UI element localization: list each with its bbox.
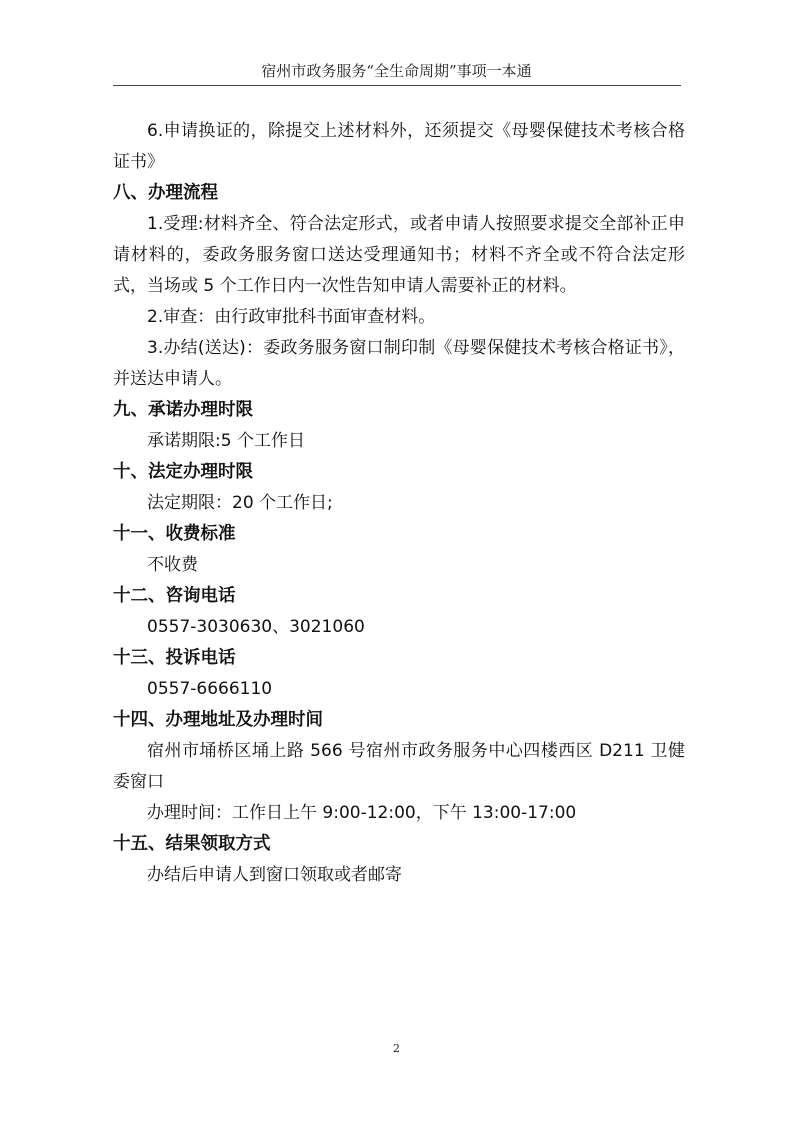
header-title: 宿州市政务服务“全生命周期”事项一本通 (261, 62, 532, 80)
page-header (0, 60, 793, 83)
section-10-text: 法定期限：20 个工作日; (147, 493, 333, 513)
section-8-step-2: 2.审查：由行政审批科书面审查材料。 (147, 307, 436, 327)
section-12-heading: 十二、咨询电话 (113, 586, 236, 606)
document-body (113, 116, 685, 891)
section-8-step-1: 1.受理:材料齐全、符合法定形式，或者申请人按照要求提交全部补正申请材料的，委政务服务窗口送达受理通知书；材料不齐全或不符合法定形式，当场或 5 个工作日内一次性告知申请人需要补正的材料。 (113, 214, 685, 296)
section-15-text: 办结后申请人到窗口领取或者邮寄 (147, 865, 402, 885)
section-9-heading: 九、承诺办理时限 (113, 400, 253, 420)
section-9-text: 承诺期限:5 个工作日 (147, 431, 305, 451)
section-13-heading: 十三、投诉电话 (113, 648, 236, 668)
section-14-hours: 办理时间：工作日上午 9:00-12:00，下午 13:00-17:00 (147, 803, 577, 823)
section-8-step-3: 3.办结(送达)：委政务服务窗口制印制《母婴保健技术考核合格证书》，并送达申请人。 (113, 338, 685, 389)
section-12-phone: 0557-3030630、3021060 (147, 617, 365, 637)
section-15-heading: 十五、结果领取方式 (113, 834, 271, 854)
section-14-heading: 十四、办理地址及办理时间 (113, 710, 323, 730)
section-11-text: 不收费 (147, 555, 198, 575)
section-14-address: 宿州市埇桥区埇上路 566 号宿州市政务服务中心四楼西区 D211 卫健委窗口 (113, 741, 685, 792)
section-11-heading: 十一、收费标准 (113, 524, 236, 544)
item-6-text: 6.申请换证的，除提交上述材料外，还须提交《母婴保健技术考核合格证书》 (113, 121, 685, 172)
section-13-phone: 0557-6666110 (147, 679, 273, 699)
page-number: 2 (393, 1042, 400, 1055)
header-divider (113, 85, 681, 86)
section-10-heading: 十、法定办理时限 (113, 462, 253, 482)
section-8-heading: 八、办理流程 (113, 183, 218, 203)
